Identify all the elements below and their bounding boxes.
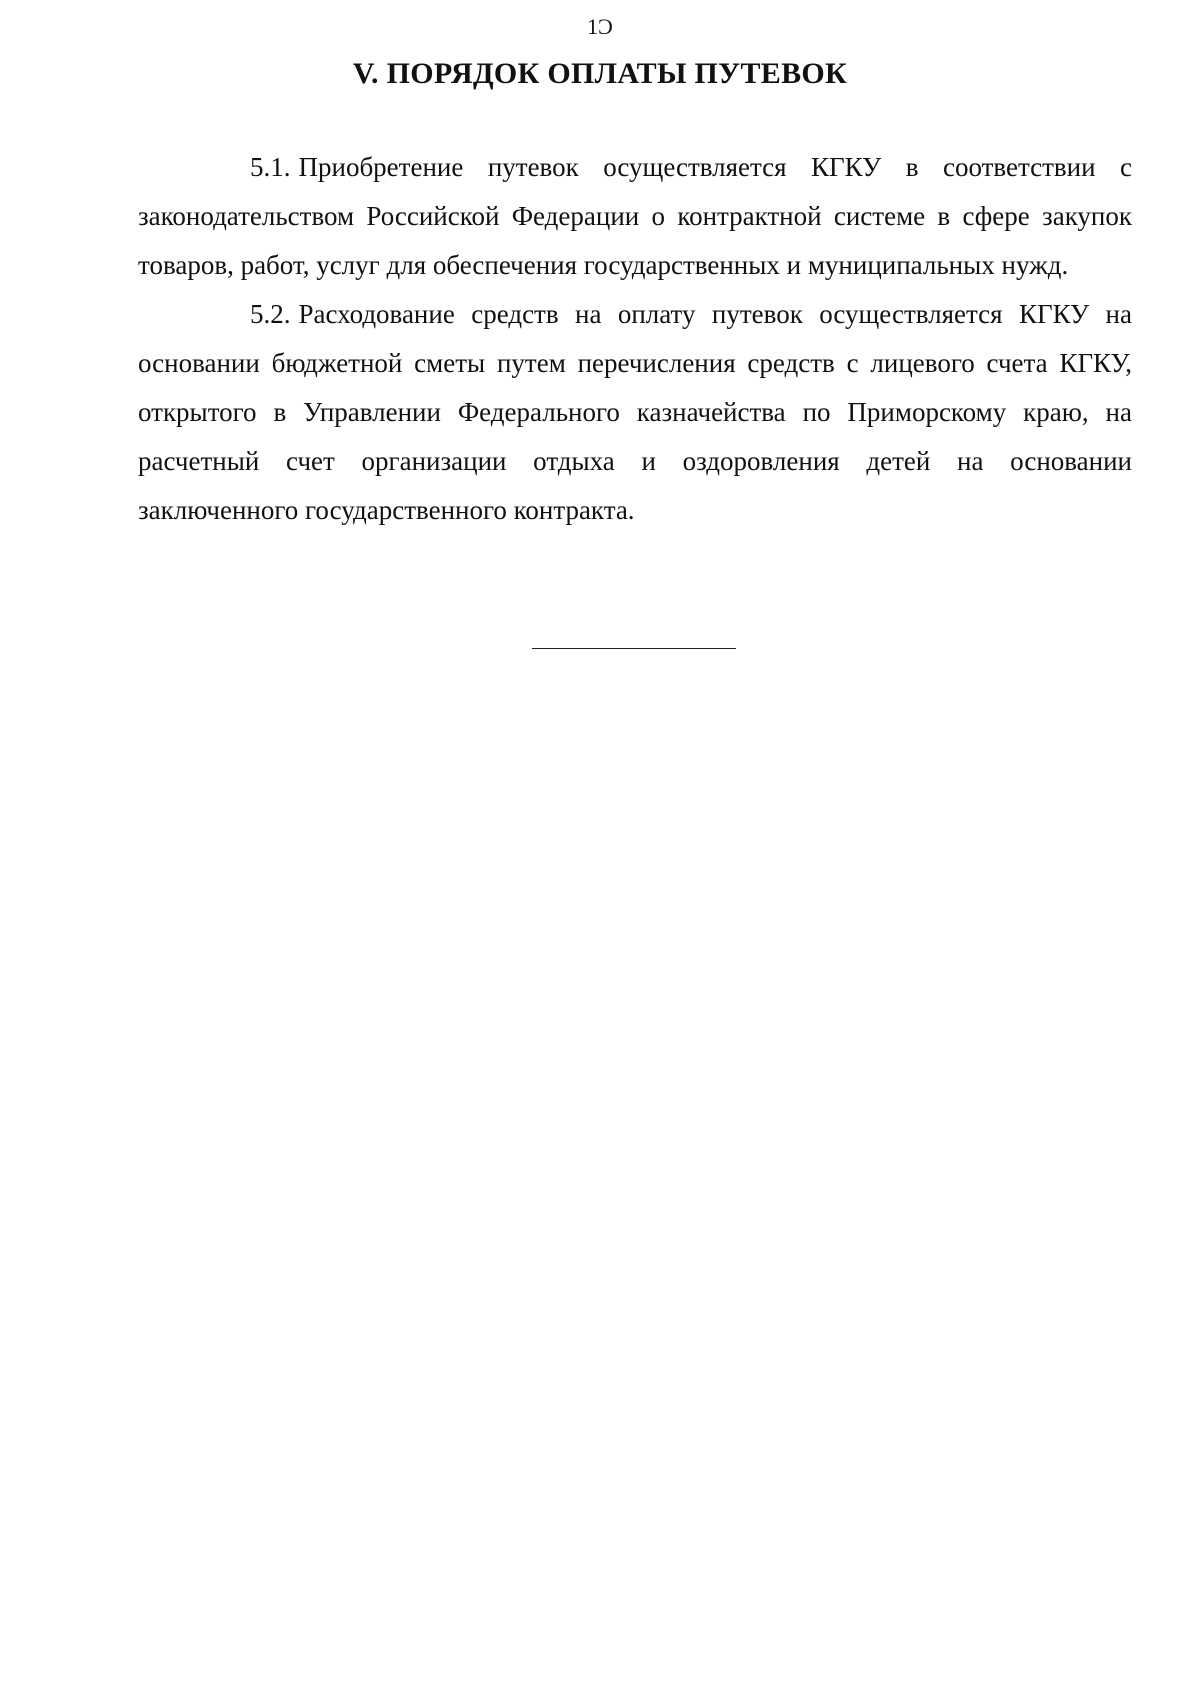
section-title: V. ПОРЯДОК ОПЛАТЫ ПУТЕВОК: [352, 57, 848, 90]
end-of-document-rule: [532, 648, 736, 649]
paragraph-5-2: [138, 290, 1132, 535]
paragraph-text: Расходование средств на оплату путевок осуществляется КГКУ на основании бюджетной сметы путем перечисления средств с лицевого счета КГКУ, открытого в Управлении Федерального казначейства по Приморскому краю, на расчетный счет организации отдыха и оздоровления детей на основании заключенного государственного контракта.: [138, 299, 1132, 525]
paragraph-text: Приобретение путевок осуществляется КГКУ в соответствии с законодательством Российской Федерации о контрактной системе в сфере закупок товаров, работ, услуг для обеспечения государственных и муниципальных нужд.: [138, 152, 1132, 280]
paragraph-5-1: [138, 143, 1132, 290]
paragraph-number: 5.1.: [250, 152, 291, 182]
section-body: [138, 143, 1132, 535]
page-number: 1Ͻ: [587, 14, 613, 39]
paragraph-number: 5.2.: [250, 299, 291, 329]
